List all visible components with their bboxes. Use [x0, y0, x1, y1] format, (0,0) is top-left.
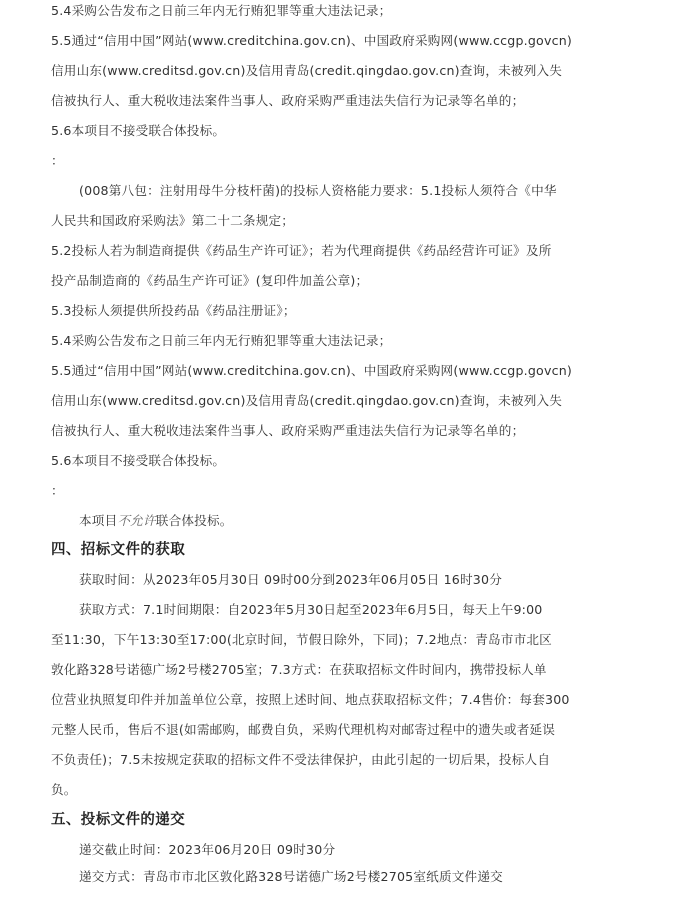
text-line: 信被执行人、重大税收违法案件当事人、政府采购严重违法失信行为记录等名单的；: [51, 93, 525, 108]
text-line: 负。: [51, 782, 77, 797]
text-line: 不负责任)；7.5未按规定获取的招标文件不受法律保护，由此引起的一切后果，投标人自: [51, 752, 551, 767]
text-line: 位营业执照复印件并加盖单位公章，按照上述时间、地点获取招标文件；7.4售价：每套300: [51, 692, 570, 707]
text-line: 5.6本项目不接受联合体投标。: [51, 453, 226, 468]
text-line: 信用山东(www.creditsd.gov.cn)及信用青岛(credit.qingdao.gov.cn)查询，未被列入失: [51, 63, 563, 78]
text-line: 至11:30，下午13:30至17:00(北京时间，节假日除外，下同)；7.2地点：青岛市市北区: [51, 632, 552, 647]
text-line: 信用山东(www.creditsd.gov.cn)及信用青岛(credit.qingdao.gov.cn)查询，未被列入失: [51, 393, 563, 408]
consortium-note: [79, 512, 607, 530]
text-line: 敦化路328号诺德广场2号楼2705室；7.3方式：在获取招标文件时间内，携带投标人单: [51, 662, 547, 677]
text-line: 获取方式：7.1时间期限：自2023年5月30日起至2023年6月5日，每天上午9:00: [79, 602, 543, 617]
text-line: 5.5通过“信用中国”网站(www.creditchina.gov.cn)、中国政府采购网(www.ccgp.govcn): [51, 33, 573, 48]
text-line: 投产品制造商的《药品生产许可证》(复印件加盖公章)；: [51, 273, 369, 288]
acquisition-time: 获取时间：从2023年05月30日 09时00分到2023年06月05日 16时30分: [79, 572, 503, 587]
text-line: 元整人民币，售后不退(如需邮购，邮费自负，采购代理机构对邮寄过程中的遗失或者延误: [51, 722, 556, 737]
text-line: ：: [51, 483, 64, 498]
consortium-suffix: 联合体投标。: [155, 513, 233, 528]
text-line: 5.4采购公告发布之日前三年内无行贿犯罪等重大违法记录；: [51, 3, 392, 18]
text-line: 5.6本项目不接受联合体投标。: [51, 123, 226, 138]
text-line: 信被执行人、重大税收违法案件当事人、政府采购严重违法失信行为记录等名单的；: [51, 423, 525, 438]
section-heading-4: 四、招标文件的获取: [51, 542, 186, 558]
text-line: 5.2投标人若为制造商提供《药品生产许可证》；若为代理商提供《药品经营许可证》及所: [51, 243, 552, 258]
consortium-value: 不允许: [117, 513, 156, 528]
text-line: 人民共和国政府采购法》第二十二条规定；: [51, 213, 295, 228]
text-line: 5.5通过“信用中国”网站(www.creditchina.gov.cn)、中国政府采购网(www.ccgp.govcn): [51, 363, 573, 378]
text-line: ：: [51, 153, 64, 168]
text-line: (008第八包：注射用母牛分枝杆菌)的投标人资格能力要求：5.1投标人须符合《中华: [79, 183, 557, 198]
text-line: 5.4采购公告发布之日前三年内无行贿犯罪等重大违法记录；: [51, 333, 392, 348]
section-heading-5: 五、投标文件的递交: [51, 812, 186, 828]
text-line: 5.3投标人须提供所投药品《药品注册证》；: [51, 303, 296, 318]
consortium-prefix: 本项目: [79, 513, 118, 528]
submission-method: 递交方式：青岛市市北区敦化路328号诺德广场2号楼2705室纸质文件递交: [79, 869, 503, 884]
submission-deadline: 递交截止时间：2023年06月20日 09时30分: [79, 842, 336, 857]
